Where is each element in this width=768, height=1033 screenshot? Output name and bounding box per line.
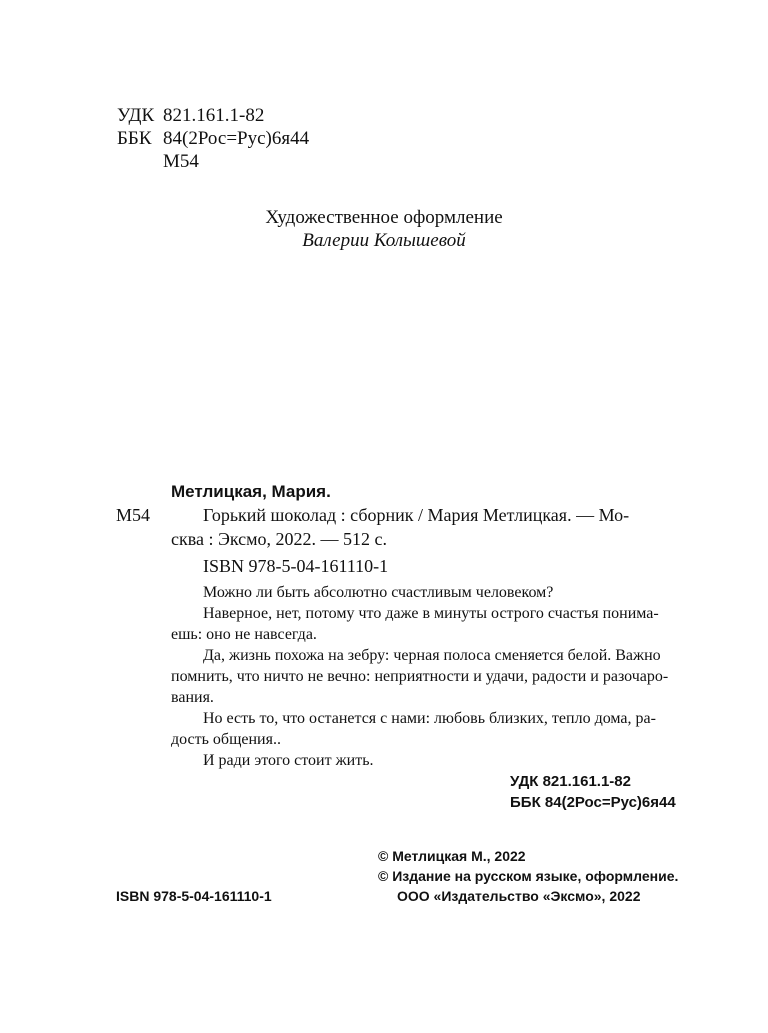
bbk-value: 84(2Рос=Рус)6я44	[163, 128, 310, 149]
annotation-line: Но есть то, что останется с нами: любовь близких, тепло дома, ра-	[203, 710, 656, 727]
annotation-line: Наверное, нет, потому что даже в минуты острого счастья понима-	[203, 605, 659, 622]
design-credit	[0, 206, 768, 252]
design-credit-designer: Валерии Колышевой	[302, 230, 466, 251]
book-description-line1: Горький шоколад : сборник / Мария Метлицкая. — Мо-	[203, 505, 630, 525]
classification-block	[117, 104, 377, 174]
author-sign: М54	[163, 151, 199, 172]
annotation-line: вания.	[171, 689, 214, 706]
design-credit-title: Художественное оформление	[265, 207, 503, 228]
card-bbk: ББК 84(2Рос=Рус)6я44	[510, 794, 676, 811]
author-heading: Метлицкая, Мария.	[171, 482, 331, 501]
catalog-isbn: ISBN 978-5-04-161110-1	[203, 556, 389, 576]
footer-isbn: ISBN 978-5-04-161110-1	[116, 888, 272, 904]
udk-label: УДК	[117, 105, 155, 126]
copyright-author: © Метлицкая М., 2022	[378, 848, 526, 864]
annotation-line: дость общения..	[171, 731, 281, 748]
annotation-line: помнить, что ничто не вечно: неприятности и удачи, радости и разочаро-	[171, 668, 669, 685]
annotation-line: Можно ли быть абсолютно счастливым человеком?	[203, 584, 554, 601]
copyright-edition: © Издание на русском языке, оформление.	[378, 868, 679, 884]
copyright-publisher: ООО «Издательство «Эксмо», 2022	[397, 888, 641, 904]
annotation-line: Да, жизнь похожа на зебру: черная полоса сменяется белой. Важно	[203, 647, 661, 664]
udk-value: 821.161.1-82	[163, 105, 265, 126]
annotation-line: И ради этого стоит жить.	[203, 752, 374, 769]
card-udk: УДК 821.161.1-82	[510, 773, 631, 790]
annotation-line: ешь: оно не навсегда.	[171, 626, 317, 643]
catalog-author-sign: М54	[116, 505, 151, 525]
bbk-label: ББК	[117, 128, 152, 149]
book-description-line2: сква : Эксмо, 2022. — 512 с.	[171, 529, 388, 549]
